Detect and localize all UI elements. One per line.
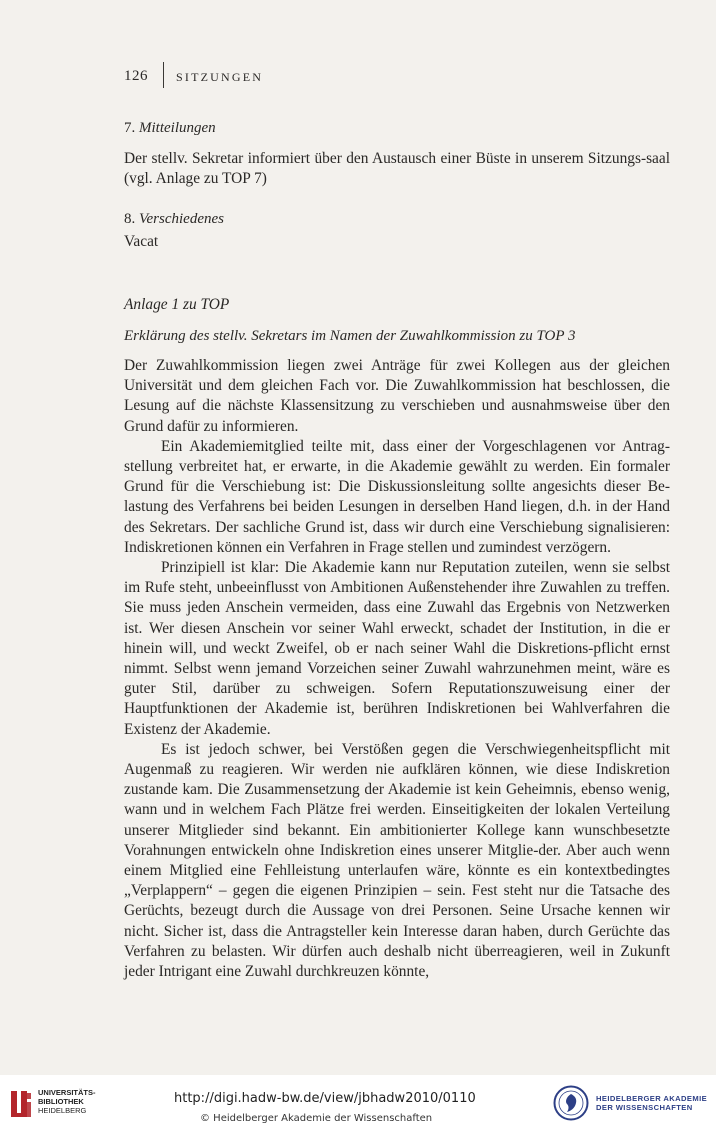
digitization-footer [0,1075,716,1130]
item-8-number: 8. [124,211,136,227]
library-logo-icon [8,1087,34,1121]
academy-name [596,1094,707,1113]
copyright-notice: © Heidelberger Akademie der Wissenschaften [200,1113,433,1124]
annex-subtitle: Erklärung des stellv. Sekretars im Namen der Zuwahlkommission zu TOP 3 [124,328,576,344]
item-7-number: 7. [124,120,136,136]
item-8-heading [124,209,670,229]
annex-paragraph-1: Der Zuwahlkommission liegen zwei Anträge für zwei Kollegen aus der gleichen Universität und dem gleichen Fach vor. Die Zuwahlkommission hat beschlossen, die Lesung auf die nächste Klassensitzung zu verschieben und ausnahmsweise über den Grund dafür zu informieren. [124,357,670,435]
page-number: 126 [124,68,148,84]
academy-seal-icon [553,1085,589,1121]
permalink-url[interactable]: http://digi.hadw-bw.de/view/jbhadw2010/0110 [174,1091,476,1106]
library-line-3: HEIDELBERG [38,1105,87,1115]
running-head-title: SITZUNGEN [176,70,264,84]
annex-body [124,356,670,982]
library-line-2: BIBLIOTHEK [38,1096,84,1106]
item-8-text: Vacat [124,233,159,250]
item-8-title: Verschiedenes [139,211,224,227]
item-7-text: Der stellv. Sekretar informiert über den Austausch einer Büste in unserem Sitzungs-saal (vgl. Anlage zu TOP 7) [124,150,670,188]
library-line-1: UNIVERSITÄTS- [38,1088,96,1097]
item-7-heading [124,118,670,138]
annex-paragraph-2: Ein Akademiemitglied teilte mit, dass einer der Vorgeschlagenen vor Antrag-stellung verbreitet hat, er erwarte, in die Akademie gewählt zu werden. Ein formaler Grund für die Verschiebung ist: Die Diskussionsleitung sollte angesichts dieser Be-lastung des Verfahrens bei beiden Lesungen in derselben Hand liegen, d.h. in der Hand des Sekretars. Der sachliche Grund ist, dass wir durch eine Verschiebung signalisieren: Indiskretionen können ein Verfahren in Frage stellen und zumindest verzögern. [124,437,670,556]
annex-title: Anlage 1 zu TOP [124,296,230,313]
academy-line-2: DER WISSENSCHAFTEN [596,1103,693,1113]
annex-paragraph-3: Prinzipiell ist klar: Die Akademie kann nur Reputation zuteilen, wenn sie selbst im Rufe steht, unbeeinflusst von Ambitionen Außenstehender ihre Zuwahlen zu treffen. Sie muss jeden Anschein vermeiden, dass eine Zuwahl das Ergebnis von Netzwerken ist. Wer diesen Anschein vor seiner Wahl erweckt, schadet der Institution, in die er hinein will, und weckt Zweifel, ob er nach seiner Wahl die Diskretions-pflicht ernst nimmt. Selbst wenn jemand Vorzeichen seiner Zuwahl wahrzunehmen meint, wäre es guter Stil, darüber zu schweigen. Sofern Reputationszuweisung einer der Hauptfunktionen der Akademie ist, berühren Indiskretionen bei Wahlverfahren die Existenz der Akademie. [124,559,670,738]
library-name [38,1089,96,1115]
item-7-body [124,149,670,189]
annex-paragraph-4: Es ist jedoch schwer, bei Verstößen gegen die Verschwiegenheitspflicht mit Augenmaß zu reagieren. Wir werden nie aufklären können, wie diese Indiskretion zustande kam. Die Zusammensetzung der Akademie ist kein Geheimnis, ebenso wenig, wann und in welchem Fach Plätze frei werden. Einseitigkeiten der lokalen Verteilung unserer Mitglieder sind bekannt. Ein ambitionierter Kollege kann wunschbesetzte Vorahnungen entwickeln ohne Indiskretion eines unserer Mitglie-der. Aber auch wenn einem Mitglied eine Fehlleistung unterlaufen wäre, könnte es ein kontextbedingtes „Verplappern“ – gegen die eigenen Prinzipien – sein. Fest steht nur die Tatsache des Gerüchts, bezeugt durch die Aussage von drei Personen. Seine Ursache kennen wir nicht. Sicher ist, dass die Antragsteller kein Interesse daran haben, durch Gerüchte das Verfahren zu belasten. Wir dürfen auch deshalb nicht überreagieren, weil in Zukunft jeder Intrigant eine Zuwahl durchkreuzen könnte, [124,740,670,981]
running-head-divider [163,62,164,88]
academy-line-1: HEIDELBERGER AKADEMIE [596,1094,708,1103]
item-8-body [124,232,670,252]
item-7-title: Mitteilungen [139,120,216,136]
